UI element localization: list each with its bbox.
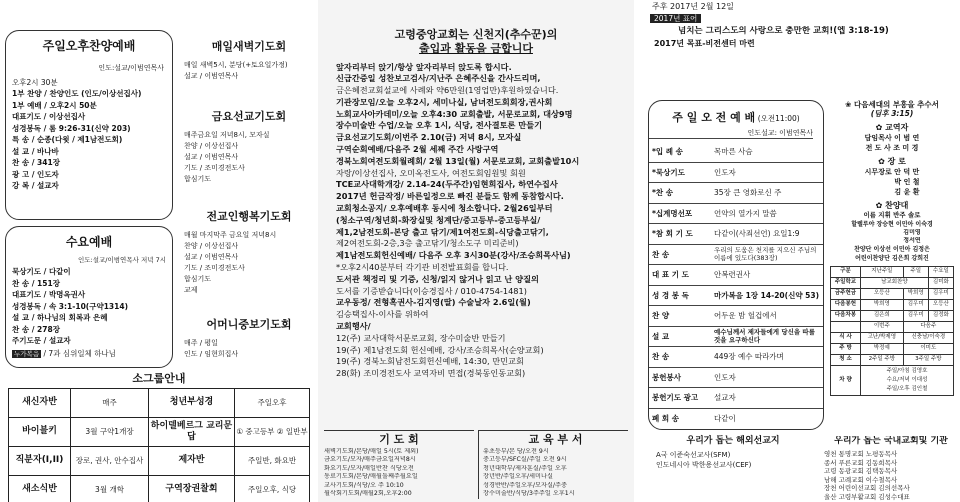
prayer-meeting-line: 설교 / 이범연목사 — [184, 152, 239, 161]
prayer-meeting-schedule — [324, 430, 474, 499]
table-row — [649, 285, 823, 306]
prayer-meeting-line: 매주금요일 저녁8시, 모자실 — [184, 130, 270, 139]
announcement-line: 기관장모임/오늘 오후2시, 세미나실, 남녀전도회회장,권사회 — [336, 96, 553, 107]
staff-line: 김 윤 환 — [894, 187, 920, 196]
table-cell: 제자반 — [149, 446, 235, 475]
order-item: 봉헌기도 광고 — [649, 388, 711, 409]
order-line: 설 교 / 하나님의 회복과 은혜 — [12, 313, 108, 323]
table-cell — [831, 321, 861, 332]
announcement-line: 19(주) 제1남전도회 헌신예배, 강사/조승희목사(순양교회) — [336, 344, 544, 355]
bible-study-text: / 7과 심위일체 하나님 — [43, 348, 116, 358]
order-item: 폐 회 송 — [652, 413, 679, 423]
sunday-afternoon-worship-title: 주일오후찬양예배 — [42, 39, 136, 53]
prayer-meeting-title: 어머니중보기도회 — [206, 318, 292, 331]
sunday-morning-worship-order — [649, 142, 823, 429]
table-cell: 청년부성경 — [149, 388, 235, 417]
staff-line: 김미영 — [903, 228, 921, 236]
announcement-line: (청소구역/청년회-화장실및 청계단/중고등부-중고등부실/ — [336, 214, 541, 225]
order-line: 대표기도 / 이상선집사 — [12, 112, 86, 122]
staff-line: 담임목사 이 범 연 — [864, 133, 920, 142]
table-cell: 구분 — [831, 266, 861, 277]
table-cell: 오등산 — [928, 299, 953, 310]
wednesday-worship-leader: 인도:설교/이범연목사 저녁 7시 — [78, 256, 166, 264]
table-cell: 청 소 — [831, 354, 861, 365]
schedule-line: 중고등부/SFC실/주일 오전 9시 — [483, 456, 567, 464]
staff-group-title-text: 장 로 — [887, 156, 906, 166]
announcement-line: *오후2시40분부터 각기관 비전발표회를 합니다. — [336, 262, 509, 273]
announcement-line: 자랑/이상선집사, 오미옥전도사, 여전도회임원및 회원 — [336, 167, 526, 178]
education-schedule-title: 교 육 부 서 — [528, 433, 583, 446]
staff-line: 정서연 — [903, 236, 921, 244]
table-cell: ① 중고등부 ② 일반부 — [235, 417, 310, 446]
table-cell: 김우미 — [903, 310, 928, 321]
order-value: 마가복음 1장 14-20(신약 53) — [711, 285, 823, 306]
table-cell: 매주 — [71, 388, 149, 417]
mission-line: 인도네시아 박한용선교사(CEF) — [656, 461, 752, 470]
table-cell: 장로, 권사, 안수집사 — [71, 446, 149, 475]
mission-line: 고령 동광교회 김택동목사 — [824, 467, 898, 476]
table-cell: 차 량 — [831, 365, 861, 395]
prayer-meeting-mothers — [184, 318, 314, 378]
schedule-line: 장년반/주일오후/세미나실 — [483, 473, 553, 481]
announcement-line: 경북노회여전도회월례회/ 2월 13일(월) 서문로교회, 교회출발10시 — [336, 155, 580, 166]
staff-group-title — [830, 123, 954, 133]
schedule-line: 새벽기도회/본당/매일 5시(토 제외) — [324, 447, 419, 455]
table-cell: 직분자(I,II) — [9, 446, 71, 475]
table-row — [831, 343, 954, 354]
table-row — [649, 306, 823, 327]
table-cell: 남교회찬양 — [861, 277, 929, 288]
table-row — [9, 475, 310, 502]
table-row — [831, 288, 954, 299]
table-cell: 구역장권찰회 — [149, 475, 235, 502]
order-item: 설 교 — [649, 326, 711, 347]
prayer-meeting-line: 설교 / 이범연목사 — [184, 252, 239, 261]
order-value: 우리의 도움은 천지를 지으신 주님의 이름에 있도다(383장) — [711, 244, 823, 265]
driver-line: 수요/저녁 이대성 — [886, 376, 928, 383]
announcement-line: 도서관 책정리 및 기증, 신청/읽지 않거나 읽고 난 양질의 — [336, 273, 539, 284]
order-line: 찬 송 / 151장 — [12, 278, 60, 288]
prayer-meeting-line: 기도 / 조미경전도사 — [184, 263, 245, 272]
schedule-line: 성경반반/주일오후/모자실/주중 — [483, 481, 567, 489]
staff-group-title — [830, 201, 954, 211]
table-row — [831, 277, 954, 288]
table-cell: 새신자반 — [9, 388, 71, 417]
order-value: 예수님께서 제자들에게 당신을 따를 것을 요구하신다 — [711, 326, 823, 347]
announcement-line: TCE교사대학개강/ 2.14-24(두주간)임현희집사, 하연수집사 — [336, 179, 558, 190]
flower-icon: ✿ — [875, 122, 883, 132]
mission-line: 종서 푸른교회 김동희목사 — [824, 458, 898, 467]
flower-icon: ❀ — [845, 100, 852, 109]
table-cell — [861, 365, 954, 395]
order-item: 성 경 봉 독 — [649, 285, 711, 306]
sunday-afternoon-worship-leader: 인도:설교/이범연목사 — [98, 64, 164, 72]
domestic-missions-title: 우리가 돕는 국내교회및 기관 — [834, 436, 948, 446]
prayer-meeting-line: 인도 / 임현희집사 — [184, 349, 239, 358]
table-cell: 3월 구약1개장 — [71, 417, 149, 446]
wednesday-note — [12, 348, 172, 361]
small-group-title: 소그룹안내 — [132, 372, 186, 385]
domestic-missions — [824, 436, 958, 501]
table-row — [831, 332, 954, 343]
table-cell: 박정예 — [861, 343, 904, 354]
staff-line: 이름 지휘 반주 솔로 — [863, 210, 921, 219]
sunday-morning-worship-leader: 인도설교: 이범연목사 — [649, 129, 813, 139]
staff-group-choir — [830, 201, 954, 263]
announcement-line: 교회행사/ — [336, 321, 371, 332]
order-line: 찬 송 / 341장 — [12, 158, 60, 168]
staff-theme-line2: (딤후 3:15) — [870, 109, 914, 119]
sunday-morning-worship-box — [648, 100, 824, 430]
table-cell: 김미화 — [928, 277, 953, 288]
table-row — [9, 417, 310, 446]
table-cell: 주 방 — [831, 343, 861, 354]
table-row — [649, 367, 823, 388]
prayer-meeting-line: 기도 / 조미경전도사 — [184, 163, 245, 172]
staff-line: 전 도 사 조 미 경 — [865, 143, 919, 152]
announcement-line: 김승택집사-이사를 위하여 — [336, 309, 429, 320]
announcement-line: 2017년 헌금작정/ 바른일정으로 빠진 분들도 함께 동참합시다. — [336, 191, 564, 202]
bulletin-date: 주후 2017년 2월 12일 — [652, 2, 734, 11]
announcement-line: 제2여전도회-2층,3층 출고닦기/청소도구 미리준비) — [336, 238, 519, 249]
table-cell: 신충남/이숙경 — [903, 332, 953, 343]
wednesday-worship-title: 수요예배 — [65, 235, 113, 249]
small-group-table — [8, 388, 310, 502]
order-line: 주기도문 / 설교자 — [12, 336, 71, 346]
table-row — [9, 446, 310, 475]
table-cell: 3주일 주방 — [903, 354, 953, 365]
prayer-meeting-line: 찬양 / 이상선집사 — [184, 241, 239, 250]
table-cell: 김은희 — [861, 310, 904, 321]
table-cell: 금주헌금 — [831, 288, 861, 299]
staff-group-title-text: 찬양대 — [885, 200, 909, 210]
order-value: 언약의 열가지 말씀 — [711, 203, 823, 224]
staff-group-title-text: 교역자 — [885, 122, 909, 132]
announcement-line: 신급간증일 성찬보고검사/지난주 은혜주신을 간사드리며, — [336, 73, 541, 84]
prayer-meeting-line: 합심기도 — [184, 174, 212, 183]
table-cell: 이번주 — [861, 321, 904, 332]
staff-theme-line1 — [830, 100, 954, 109]
order-line: 강 복 / 설교자 — [12, 181, 59, 191]
table-cell: 주일오후 — [235, 388, 310, 417]
staff-line: 할렐루야 장승현 이민아 이숙경 — [851, 220, 933, 228]
order-value: 어두운 밤 헐겁에서 — [711, 306, 823, 327]
driver-line: 주일/아침 김영호 — [886, 367, 928, 374]
table-row — [649, 244, 823, 265]
overseas-missions — [648, 436, 818, 470]
flower-icon: ✿ — [875, 200, 883, 210]
table-row — [649, 347, 823, 368]
wednesday-worship-order — [6, 266, 172, 360]
order-line: 오후2시 30분 — [12, 77, 58, 87]
order-item: 대 표 기 도 — [649, 265, 711, 286]
order-value: 35장 큰 영화로신 주 — [711, 183, 823, 204]
mission-line: 영천 통명교회 노평동목사 — [824, 450, 898, 459]
staff-group-elders — [830, 157, 954, 197]
announcement-line: 금요선교기도회/이번주 2.10(금) 저녁 8시, 모자실 — [336, 132, 522, 143]
staff-theme-text: 다음세대의 부흥을 추수서 — [854, 100, 939, 109]
schedule-line: 교사기도회/식당/오 주 10:10 — [324, 481, 404, 489]
order-value: 다같이(사죄선언) 요일1:9 — [711, 224, 823, 245]
mission-line: A국 이준숙선교사(SFM) — [656, 451, 731, 460]
table-cell: 식 사 — [831, 332, 861, 343]
prayer-meeting-line: 찬양 / 이상선집사 — [184, 141, 239, 150]
table-cell: 하이델베르그 교리문답 — [149, 417, 235, 446]
order-value: 449장 예수 따라가며 — [711, 347, 823, 368]
prayer-meeting-line: 설교 / 이범연목사 — [184, 71, 239, 80]
order-line: 1부 찬양 / 찬양인도 (인도/이상선집사) — [12, 89, 142, 99]
wednesday-worship-box — [5, 226, 173, 368]
announcement-line: 28(화) 조미경전도사 교역자비 면접(경북동인동교회) — [336, 368, 526, 379]
table-cell: 이미도 — [903, 343, 953, 354]
table-cell: 다음차봉 — [831, 310, 861, 321]
table-row — [649, 326, 823, 347]
table-cell: 주일반, 화요반 — [235, 446, 310, 475]
order-line: 찬 송 / 278장 — [12, 324, 60, 334]
mission-line: 남해 고례교회 이수철목사 — [824, 475, 898, 484]
sunday-afternoon-worship-box — [5, 30, 173, 220]
table-cell: 지난주일 — [861, 266, 904, 277]
prayer-meeting-line: 매일 새벽5시, 분당(+토요일가정) — [184, 60, 288, 69]
schedule-line: 화요기도/모자/매일반찬 식당오전 — [324, 464, 414, 472]
sunday-afternoon-worship-order — [6, 77, 172, 192]
prayer-meeting-line: 매월 마지막주 금요일 저녁8시 — [184, 230, 277, 239]
table-cell: 다음봉헌 — [831, 299, 861, 310]
table-row — [831, 365, 954, 395]
motto-text: 넘치는 그리스도의 사랑으로 충만한 교회!(엡 3:18-19) — [678, 26, 889, 36]
prayer-meeting-friday — [184, 110, 314, 210]
table-cell: 2주일 주방 — [861, 354, 904, 365]
order-item: *십계명선포 — [649, 203, 711, 224]
table-row — [831, 321, 954, 332]
announcement-line: 제1남전도회헌신예배/ 다음주 오후 3시30분(강사/조승희목사님) — [336, 250, 571, 261]
table-cell: 3월 개학 — [71, 475, 149, 502]
schedule-line: 동료기도회/본당/매월둘째주월요일 — [324, 473, 418, 481]
sunday-morning-worship-time: (오전11:00) — [757, 114, 800, 123]
motto-label: 2017년 표어 — [650, 14, 701, 23]
bulletin-page-left — [0, 0, 318, 502]
order-item: *찬 송 — [649, 183, 711, 204]
order-line: 광 고 / 인도자 — [12, 169, 59, 179]
table-cell: 박희영 — [861, 299, 904, 310]
table-cell: 김우미 — [903, 299, 928, 310]
table-cell: 수요일 — [928, 266, 953, 277]
schedule-line: 유초등부/본 당/오전 9시 — [483, 447, 549, 455]
order-line: 설 교 / 바나바 — [12, 146, 59, 156]
order-line: 묵상기도 / 다같이 — [12, 267, 71, 277]
table-cell: 박희영 — [903, 288, 928, 299]
table-cell: 김우미 — [928, 288, 953, 299]
prayer-schedule-title: 기 도 회 — [379, 433, 419, 446]
church-staff-column — [830, 100, 954, 396]
order-value: 설교자 — [711, 388, 823, 409]
sunday-morning-worship-title: 주 일 오 전 예 배 — [672, 111, 756, 124]
table-row — [9, 388, 310, 417]
table-row — [649, 265, 823, 286]
announcement-line: 금은혜전교회설교에 사례와 약6만원(1영업만)후원하였습니다. — [336, 85, 559, 96]
table-cell: 오등산 — [861, 288, 904, 299]
order-value: 목마른 사슴 — [711, 142, 823, 163]
table-cell: 주일 — [903, 266, 928, 277]
order-item: 찬 송 — [649, 244, 711, 265]
table-cell: 고난/박제영 — [861, 332, 904, 343]
staff-group-title — [830, 157, 954, 167]
driver-line: 주일/오후 김인철 — [886, 385, 928, 392]
schedule-line: 금요기도/모자/매주금요일저녁8시 — [324, 456, 416, 464]
prayer-meeting-title: 금요선교기도회 — [211, 110, 287, 123]
table-row — [831, 310, 954, 321]
staff-line: 어린이찬양단 김은희 강희진 — [855, 254, 929, 262]
table-row — [831, 266, 954, 277]
announcement-line: 교우동정/ 전형혹권사-김지영(딸) 수술날자 2.6일(월) — [336, 297, 531, 308]
announcement-line: 노회교사아카데미/오늘 오후4:30 교회출발, 서문로교회, 대상9명 — [336, 108, 573, 119]
order-line: 성경봉독 / 속 3:1-10(구약1314) — [12, 301, 129, 311]
overseas-missions-title: 우리가 돕는 해외선교지 — [686, 436, 780, 446]
announcement-line: 장수미술반 수업/오늘 오후 1시, 식당, 전사결토론 만들기 — [336, 120, 543, 131]
staff-line: 찬양단 이상선 이민아 김정은 — [854, 245, 930, 253]
announcement-line: 제1,2남전도회-본당 출고 닦기/제1여전도회-식당출고닦기, — [336, 226, 549, 237]
order-item: *묵상기도 — [649, 162, 711, 183]
staff-line: 시무장로 안 덕 만 — [864, 167, 920, 176]
table-cell: 김정화 — [928, 310, 953, 321]
order-value: 인도자 — [711, 367, 823, 388]
table-row — [649, 142, 823, 163]
schedule-line: 장수미술반/식당/3주주일 오후1시 — [483, 490, 575, 498]
prayer-meeting-title: 전교인행복기도회 — [206, 210, 292, 223]
order-line: 특 송 / 순종(다윗 / 제1남전도회) — [12, 135, 123, 145]
staff-line: 박 인 철 — [894, 177, 920, 186]
order-line: 1부 예배 / 오후2시 50분 — [12, 100, 97, 110]
table-row — [649, 203, 823, 224]
announcement-title-line1: 고령중앙교회는 신천지(추수꾼)의 — [394, 28, 558, 41]
announcement-line: 구역순회예배/다음주 2월 세째 주간 사랑구역 — [336, 144, 499, 155]
announcement-line: 교회청소공지/ 오후예배후 동시에 청소합니다. 2월26일부터 — [336, 203, 553, 214]
service-duty-table — [830, 266, 954, 396]
table-row — [649, 183, 823, 204]
order-item: 찬 송 — [649, 347, 711, 368]
flower-icon: ✿ — [878, 156, 885, 166]
prayer-meetings — [184, 40, 314, 378]
small-group-section — [8, 372, 310, 502]
mission-line: 울산 고령부활교회 김성수대표 — [824, 492, 910, 501]
announcement-list — [318, 62, 634, 381]
announcement-title-line2: 출입과 활동을 금합니다 — [419, 41, 533, 55]
prayer-meeting-line: 합심기도 — [184, 274, 212, 283]
table-cell: 다음주 — [903, 321, 953, 332]
table-row — [831, 354, 954, 365]
table-cell: 바이블키 — [9, 417, 71, 446]
mission-line: 장천 어린이선교회 김의선목사 — [824, 484, 910, 493]
table-cell: 새소식반 — [9, 475, 71, 502]
announcement-line: 12(주) 교사대학서문로교회, 장수미술반 만들기 — [336, 332, 506, 343]
table-cell: 주일오후, 식당 — [235, 475, 310, 502]
bulletin-page-right — [634, 0, 960, 502]
order-item: 찬 양 — [649, 306, 711, 327]
order-value: 안복련권사 — [711, 265, 823, 286]
announcement-line: 앞자리부터 앉기/항상 앞자리부터 앉도록 합시다. — [336, 61, 512, 72]
order-item: 봉헌봉사 — [649, 367, 711, 388]
prayer-meeting-line: 매주 / 평일 — [184, 338, 218, 347]
order-item: *참 회 기 도 — [649, 224, 711, 245]
announcement-line: 도서를 기증받습니다(이승경집사 / 010-4754-1481) — [336, 285, 527, 296]
prayer-meeting-title: 매일새벽기도회 — [211, 40, 287, 53]
table-cell: 주일학교 — [831, 277, 861, 288]
schedule-line: 청년대학부/제자훈실/주일 오후 — [483, 464, 567, 472]
education-department-schedule — [478, 430, 628, 499]
motto-goal: 2017년 목표-비전센터 마련 — [654, 39, 755, 48]
prayer-meeting-dawn — [184, 40, 314, 110]
table-row — [831, 299, 954, 310]
table-row — [649, 224, 823, 245]
table-row — [649, 388, 823, 409]
order-item: *입 례 송 — [649, 142, 711, 163]
order-line: 대표기도 / 박명옥권사 — [12, 290, 86, 300]
order-line: 성경봉독 / 롬 9:26-31(신약 203) — [12, 123, 131, 133]
schedule-line: 월삭회기도회/매월2회,오후2:00 — [324, 490, 412, 498]
order-value: 다같이 — [714, 413, 736, 423]
sunday-morning-worship-header — [649, 111, 823, 125]
table-row — [649, 408, 823, 429]
announcement-line: 19(주) 경북노회남전도회헌신예배, 14:30, 만민교회 — [336, 356, 524, 367]
table-row — [649, 162, 823, 183]
bulletin-page-middle — [318, 0, 634, 502]
prayer-meeting-all-church — [184, 210, 314, 318]
staff-group-clergy — [830, 123, 954, 153]
order-value: 인도자 — [711, 162, 823, 183]
bible-study-badge: 누가복음 — [14, 349, 40, 358]
prayer-meeting-line: 교제 — [184, 285, 198, 294]
